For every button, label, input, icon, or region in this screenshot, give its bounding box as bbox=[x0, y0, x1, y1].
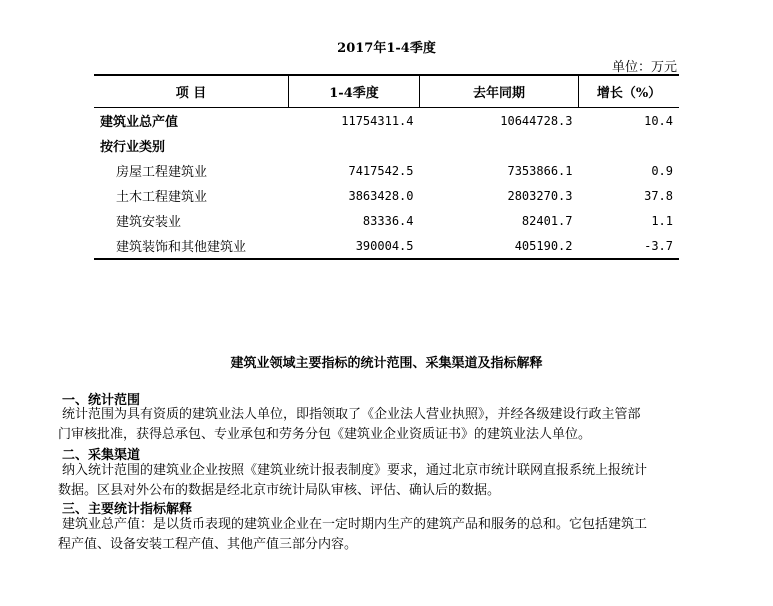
row-value-previous: 405190.2 bbox=[420, 233, 579, 259]
section-body-channel bbox=[58, 461, 746, 501]
table-row bbox=[94, 133, 679, 158]
table-caption: 2017年1-4季度 bbox=[337, 41, 436, 56]
row-value-current: 3863428.0 bbox=[348, 188, 414, 203]
paragraph-line: 数据。区县对外公布的数据是经北京市统计局队审核、评估、确认后的数据。 bbox=[58, 483, 501, 498]
row-value-growth: 0.9 bbox=[651, 163, 673, 178]
row-value-previous: 2803270.3 bbox=[507, 188, 573, 203]
row-value-current: 7417542.5 bbox=[348, 163, 414, 178]
row-value-previous bbox=[420, 133, 579, 158]
paragraph-line: 建筑业总产值：是以货币表现的建筑业企业在一定时期内生产的建筑产品和服务的总和。它包括建筑工 bbox=[62, 517, 648, 532]
row-value-previous: 10644728.3 bbox=[420, 108, 579, 134]
row-name: 按行业类别 bbox=[100, 140, 166, 155]
statistics-table bbox=[94, 74, 679, 260]
table-row bbox=[94, 183, 679, 208]
row-value-current: 390004.5 bbox=[289, 233, 420, 259]
row-value-previous: 7353866.1 bbox=[507, 163, 573, 178]
row-value-growth: 37.8 bbox=[644, 188, 673, 203]
header-growth: 增长（%） bbox=[579, 75, 680, 108]
row-value-growth: 10.4 bbox=[579, 108, 680, 134]
row-value-current: 11754311.4 bbox=[289, 108, 420, 134]
row-value-previous: 82401.7 bbox=[521, 213, 573, 228]
row-name: 建筑业总产值 bbox=[94, 108, 289, 134]
section-heading-definitions: 三、主要统计指标解释 bbox=[62, 502, 193, 517]
paragraph-line: 纳入统计范围的建筑业企业按照《建筑业统计报表制度》要求，通过北京市统计联网直报系统上报统计 bbox=[62, 463, 648, 478]
header-item: 项 目 bbox=[94, 75, 289, 108]
row-name: 建筑装饰和其他建筑业 bbox=[94, 233, 289, 259]
table-row bbox=[94, 233, 679, 259]
row-value-growth: -3.7 bbox=[579, 233, 680, 259]
row-name: 土木工程建筑业 bbox=[116, 190, 208, 205]
row-value-growth: 1.1 bbox=[651, 213, 673, 228]
unit-label: 单位：万元 bbox=[611, 60, 677, 75]
header-q1-4: 1-4季度 bbox=[289, 75, 420, 108]
table-row bbox=[94, 158, 679, 183]
row-value-current: 83336.4 bbox=[362, 213, 414, 228]
table-row bbox=[94, 108, 679, 134]
row-value-growth bbox=[579, 133, 680, 158]
paragraph-line: 统计范围为具有资质的建筑业法人单位，即指领取了《企业法人营业执照》，并经各级建设行政主管部 bbox=[62, 407, 641, 422]
section-heading-scope: 一、统计范围 bbox=[62, 393, 141, 408]
section-body-definitions bbox=[58, 515, 746, 555]
document-title: 建筑业领域主要指标的统计范围、采集渠道及指标解释 bbox=[230, 356, 543, 371]
row-value-current bbox=[289, 133, 420, 158]
row-name: 建筑安装业 bbox=[116, 215, 182, 230]
row-name: 房屋工程建筑业 bbox=[116, 165, 208, 180]
table-header-row bbox=[94, 75, 679, 108]
header-last-year: 去年同期 bbox=[420, 75, 579, 108]
paragraph-line: 门审核批准，获得总承包、专业承包和劳务分包《建筑业企业资质证书》的建筑业法人单位。 bbox=[58, 427, 592, 442]
table-row bbox=[94, 208, 679, 233]
section-heading-channel: 二、采集渠道 bbox=[62, 448, 141, 463]
paragraph-line: 程产值、设备安装工程产值、其他产值三部分内容。 bbox=[58, 537, 358, 552]
section-body-scope bbox=[58, 405, 746, 445]
